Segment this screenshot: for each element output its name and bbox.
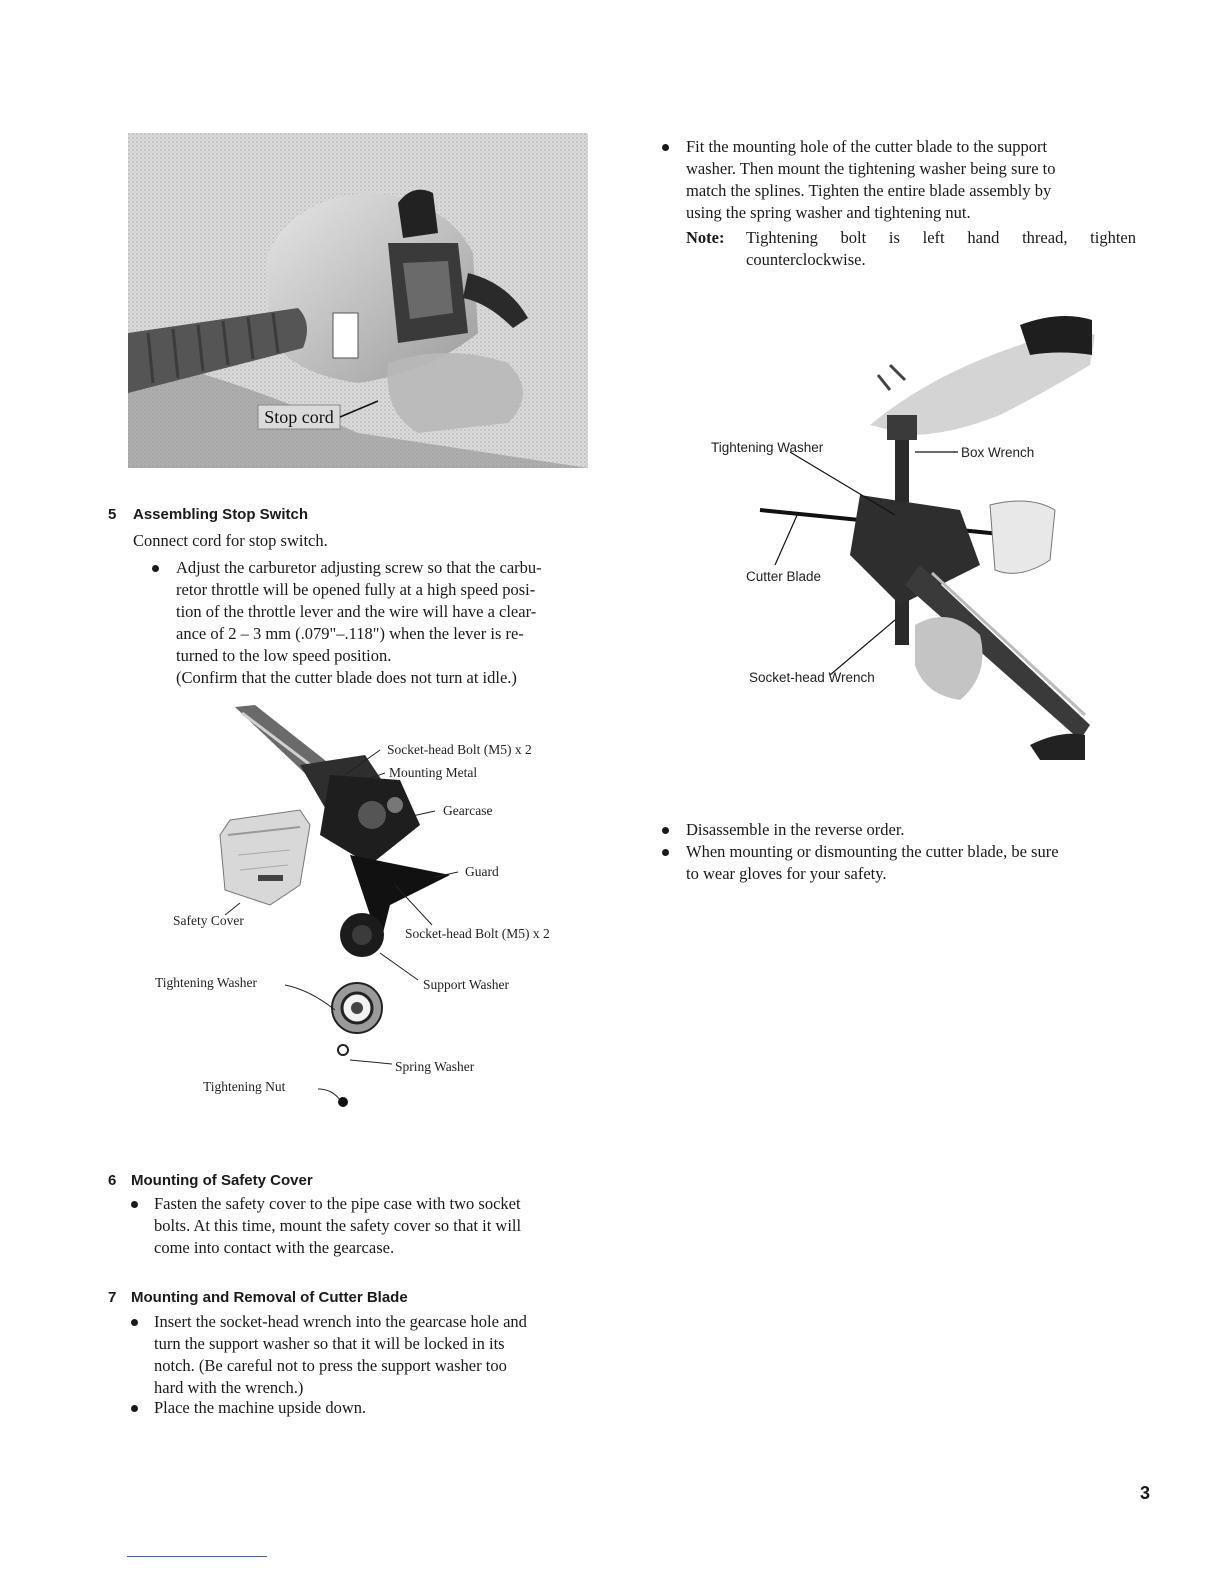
section-5-number: 5: [108, 506, 117, 523]
section-7-bullet-1: [154, 1311, 614, 1399]
section-6-number: 6: [108, 1172, 117, 1189]
bullet-dot: [152, 565, 159, 572]
section-5-bullet: [176, 557, 624, 667]
section-7-bullet-2: Place the machine upside down.: [154, 1398, 367, 1417]
label-gearcase: Gearcase: [443, 803, 493, 818]
bullet-dot: [131, 1405, 138, 1412]
label-support-washer: Support Washer: [423, 977, 510, 992]
label-tightening-washer-photo: Tightening Washer: [711, 440, 824, 455]
label-socket-head-bolt-mid: Socket-head Bolt (M5) x 2: [405, 926, 550, 941]
section-7-title: Mounting and Removal of Cutter Blade: [131, 1289, 408, 1306]
note-label: Note:: [686, 228, 725, 247]
note-line-1: Tightening bolt is left hand thread, tighten: [746, 228, 1136, 247]
label-socket-head-bolt-top: Socket-head Bolt (M5) x 2: [387, 742, 532, 757]
stop-cord-callout: Stop cord: [264, 407, 334, 427]
bullet-dot: [662, 144, 669, 151]
right-bullet-3: [686, 841, 1136, 885]
text-line: When mounting or dismounting the cutter blade, be sure: [686, 842, 1059, 861]
bullet-dot: [131, 1319, 138, 1326]
text-line: turn the support washer so that it will be locked in its: [154, 1334, 505, 1353]
label-tightening-washer: Tightening Washer: [155, 975, 258, 990]
right-bullet-2: Disassemble in the reverse order.: [686, 820, 905, 839]
section-5-title: Assembling Stop Switch: [133, 506, 309, 523]
section-5-intro: Connect cord for stop switch.: [133, 531, 328, 550]
bullet-dot: [131, 1201, 138, 1208]
label-safety-cover: Safety Cover: [173, 913, 244, 928]
label-spring-washer: Spring Washer: [395, 1059, 475, 1074]
label-guard: Guard: [465, 864, 499, 879]
right-bullet-1: [686, 136, 1136, 224]
text-line: washer. Then mount the tightening washer being sure to: [686, 159, 1056, 178]
section-6-bullet: [154, 1193, 614, 1259]
bullet-dot: [662, 849, 669, 856]
note-line-2: counterclockwise.: [746, 250, 866, 269]
label-socket-head-wrench: Socket-head Wrench: [749, 670, 875, 685]
text-line: notch. (Be careful not to press the support washer too: [154, 1356, 507, 1375]
label-cutter-blade: Cutter Blade: [746, 569, 822, 584]
page-number: 3: [1140, 1483, 1151, 1503]
blade-mounting-photo: [700, 305, 1100, 770]
text-line: Adjust the carburetor adjusting screw so that the carbu-: [176, 558, 542, 577]
section-5-note: (Confirm that the cutter blade does not turn at idle.): [176, 668, 517, 687]
label-tightening-nut: Tightening Nut: [203, 1079, 286, 1094]
section-6-title: Mounting of Safety Cover: [131, 1172, 313, 1189]
stop-cord-photo: [128, 133, 588, 468]
text-line: to wear gloves for your safety.: [686, 864, 887, 883]
label-box-wrench: Box Wrench: [961, 445, 1035, 460]
text-line: hard with the wrench.): [154, 1378, 304, 1397]
section-7-number: 7: [108, 1289, 117, 1306]
text-line: ance of 2 – 3 mm (.079"–.118") when the lever is re-: [176, 624, 524, 643]
text-line: Insert the socket-head wrench into the gearcase hole and: [154, 1312, 527, 1331]
footer-rule: [127, 1556, 267, 1557]
text-line: tion of the throttle lever and the wire will have a clear-: [176, 602, 537, 621]
text-line: Fasten the safety cover to the pipe case with two socket: [154, 1194, 521, 1213]
text-line: turned to the low speed position.: [176, 646, 392, 665]
text-line: bolts. At this time, mount the safety cover so that it will: [154, 1216, 522, 1235]
bullet-dot: [662, 827, 669, 834]
label-mounting-metal: Mounting Metal: [389, 765, 478, 780]
text-line: using the spring washer and tightening nut.: [686, 203, 971, 222]
text-line: come into contact with the gearcase.: [154, 1238, 395, 1257]
text-line: match the splines. Tighten the entire blade assembly by: [686, 181, 1052, 200]
text-line: Fit the mounting hole of the cutter blade to the support: [686, 137, 1048, 156]
text-line: retor throttle will be opened fully at a high speed posi-: [176, 580, 536, 599]
